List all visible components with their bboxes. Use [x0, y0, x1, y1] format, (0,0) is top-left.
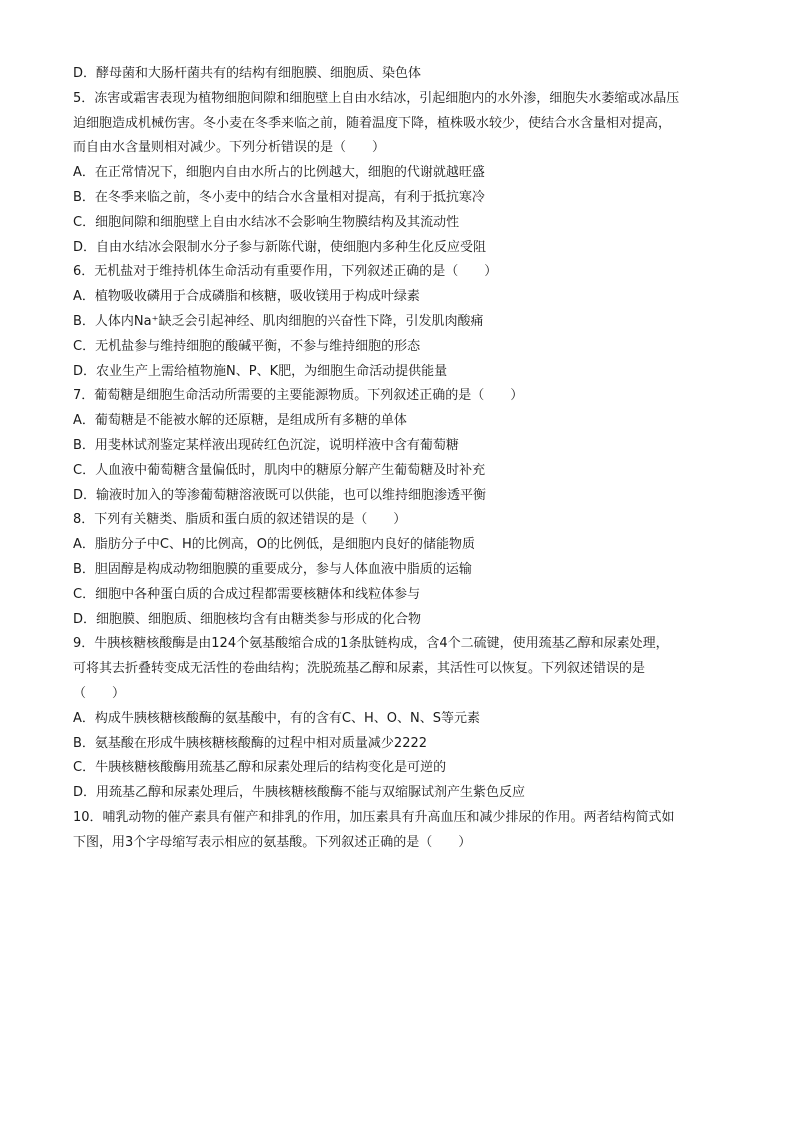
- question-10-stem: 10．哺乳动物的催产素具有催产和排乳的作用，加压素具有升高血压和减少排尿的作用。两者结构简式如: [73, 809, 675, 825]
- question-8-stem: 8．下列有关糖类、脂质和蛋白质的叙述错误的是（ ）: [73, 512, 407, 528]
- question-9-stem: （ ）: [73, 685, 126, 701]
- option-d-q5: D．自由水结冰会限制水分子参与新陈代谢，使细胞内多种生化反应受阻: [73, 239, 487, 255]
- question-9-stem: 可将其去折叠转变成无活性的卷曲结构；洗脱巯基乙醇和尿素，其活性可以恢复。下列叙述错误的是: [73, 661, 646, 677]
- option-d-q6: D．农业生产上需给植物施N、P、K肥，为细胞生命活动提供能量: [73, 363, 448, 379]
- question-9-stem: 9．牛胰核糖核酸酶是由124个氨基酸缩合成的1条肽链构成，含4个二硫键，使用巯基乙醇和尿素处理，: [73, 636, 669, 652]
- option-b-q7: B．用斐林试剂鉴定某样液出现砖红色沉淀，说明样液中含有葡萄糖: [73, 437, 459, 453]
- option-a-q9: A．构成牛胰核糖核酸酶的氨基酸中，有的含有C、H、O、N、S等元素: [73, 710, 480, 726]
- question-5-stem: 5．冻害或霜害表现为植物细胞间隙和细胞壁上自由水结冰，引起细胞内的水外渗，细胞失水萎缩或冰晶压: [73, 90, 680, 106]
- option-b-q9: B．氨基酸在形成牛胰核糖核酸酶的过程中相对质量减少2222: [73, 735, 428, 751]
- option-d-q8: D．细胞膜、细胞质、细胞核均含有由糖类参与形成的化合物: [73, 611, 422, 627]
- option-c-q7: C．人血液中葡萄糖含量偏低时，肌肉中的糖原分解产生葡萄糖及时补充: [73, 462, 486, 478]
- option-a-q5: A．在正常情况下，细胞内自由水所占的比例越大，细胞的代谢就越旺盛: [73, 165, 485, 181]
- question-text-block: [73, 62, 733, 856]
- option-d-q9: D．用巯基乙醇和尿素处理后，牛胰核糖核酸酶不能与双缩脲试剂产生紫色反应: [73, 785, 526, 801]
- question-7-stem: 7．葡萄糖是细胞生命活动所需要的主要能源物质。下列叙述正确的是（ ）: [73, 388, 524, 404]
- option-b-q8: B．胆固醇是构成动物细胞膜的重要成分，参与人体血液中脂质的运输: [73, 561, 472, 577]
- option-a-q8: A．脂肪分子中C、H的比例高，O的比例低，是细胞内良好的储能物质: [73, 537, 475, 553]
- option-c-q5: C．细胞间隙和细胞壁上自由水结冰不会影响生物膜结构及其流动性: [73, 214, 460, 230]
- option-c-q8: C．细胞中各种蛋白质的合成过程都需要核糖体和线粒体参与: [73, 586, 421, 602]
- question-10-stem: 下图，用3个字母缩写表示相应的氨基酸。下列叙述正确的是（ ）: [73, 834, 472, 850]
- option-c-q6: C．无机盐参与维持细胞的酸碱平衡，不参与维持细胞的形态: [73, 338, 421, 354]
- option-b-q5: B．在冬季来临之前，冬小麦中的结合水含量相对提高，有利于抵抗寒冷: [73, 189, 485, 205]
- option-b-q6: B．人体内Na⁺缺乏会引起神经、肌肉细胞的兴奋性下降，引发肌肉酸痛: [73, 313, 484, 329]
- option-c-q9: C．牛胰核糖核酸酶用巯基乙醇和尿素处理后的结构变化是可逆的: [73, 760, 447, 776]
- option-d-q7: D．输液时加入的等渗葡萄糖溶液既可以供能，也可以维持细胞渗透平衡: [73, 487, 487, 503]
- option-d-q4: D．酵母菌和大肠杆菌共有的结构有细胞膜、细胞质、染色体: [73, 66, 422, 81]
- question-5-stem: 而自由水含量则相对减少。下列分析错误的是（ ）: [73, 140, 386, 156]
- option-a-q7: A．葡萄糖是不能被水解的还原糖，是组成所有多糖的单体: [73, 413, 407, 429]
- question-6-stem: 6．无机盐对于维持机体生命活动有重要作用，下列叙述正确的是（ ）: [73, 264, 498, 280]
- option-a-q6: A．植物吸收磷用于合成磷脂和核糖，吸收镁用于构成叶绿素: [73, 289, 420, 305]
- question-5-stem: 迫细胞造成机械伤害。冬小麦在冬季来临之前，随着温度下降，植株吸水较少，使结合水含量相对提高，: [73, 115, 672, 131]
